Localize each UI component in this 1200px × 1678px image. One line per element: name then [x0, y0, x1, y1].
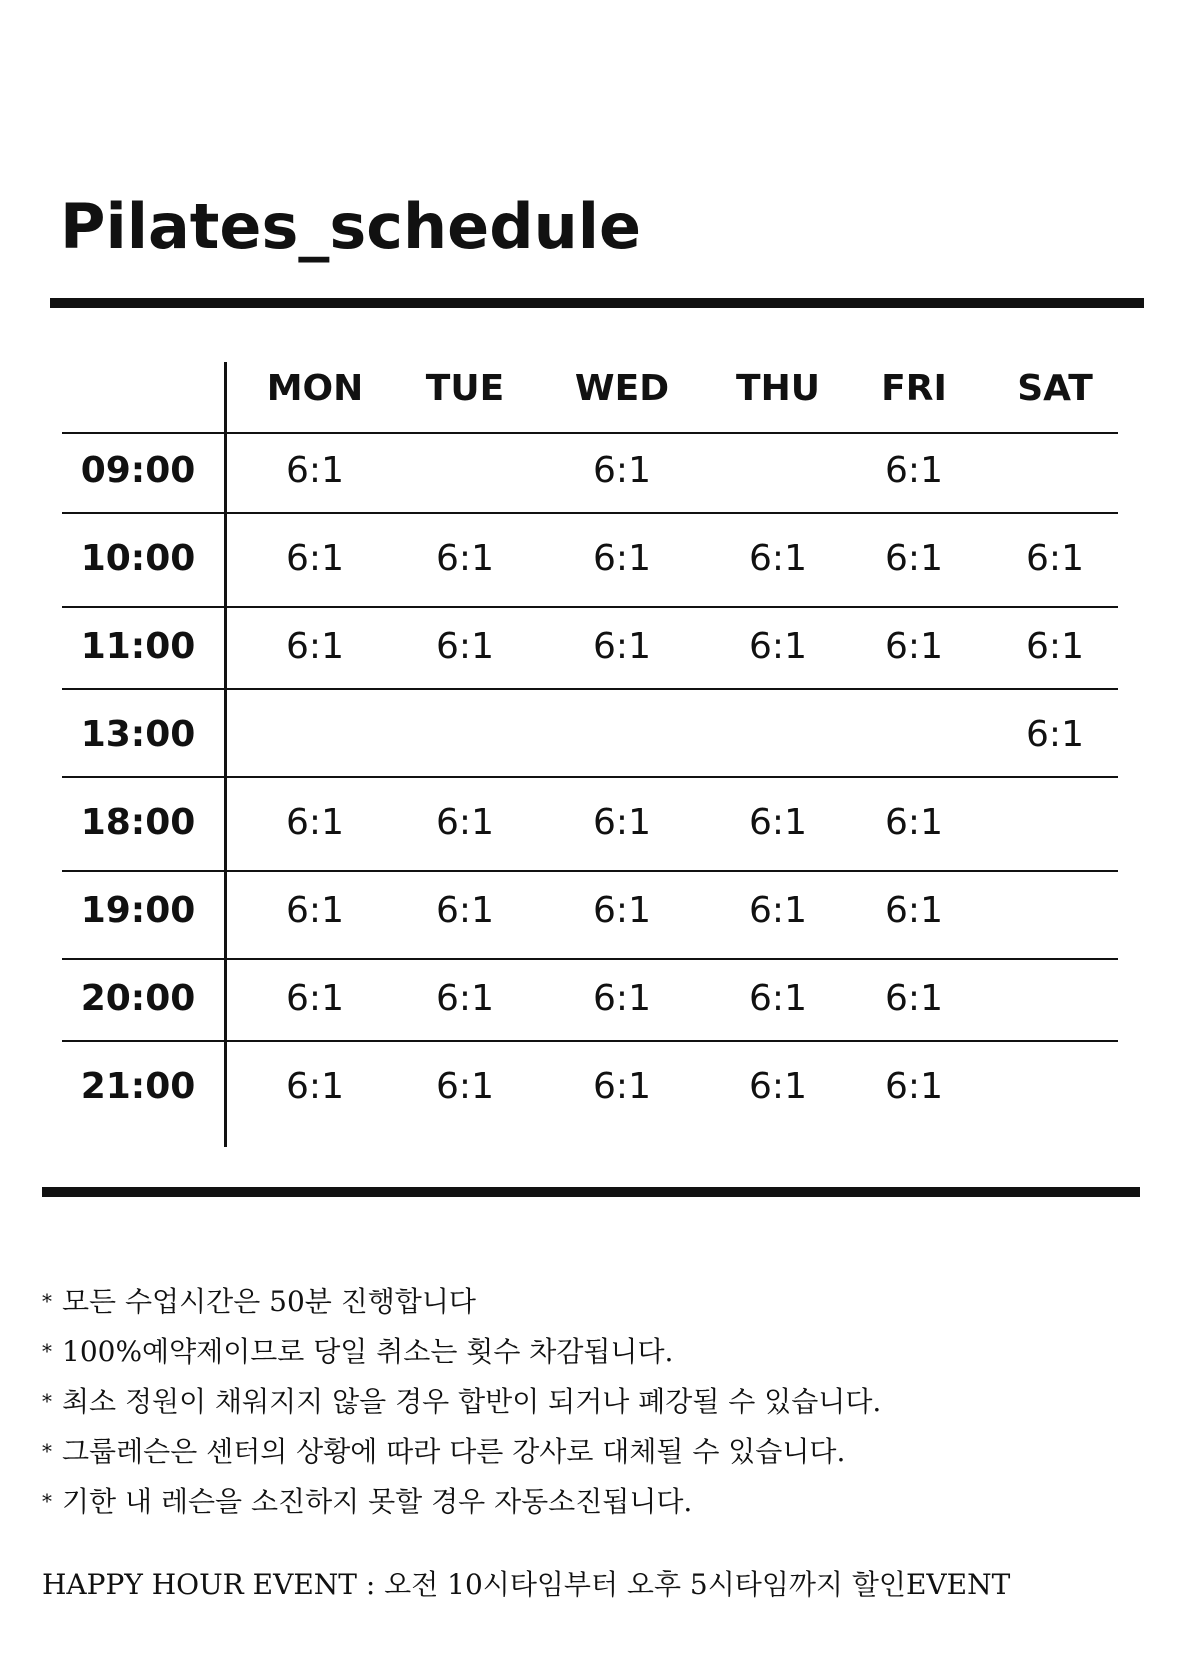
class-cell: 6:1: [286, 1066, 344, 1107]
class-cell: 6:1: [885, 802, 943, 843]
note-item: [42, 1330, 673, 1370]
class-cell: 6:1: [593, 1066, 651, 1107]
class-cell: 6:1: [749, 626, 807, 667]
row-divider: [62, 512, 1118, 514]
class-cell: 6:1: [286, 978, 344, 1019]
class-cell: 6:1: [286, 450, 344, 491]
row-divider: [62, 1040, 1118, 1042]
class-cell: 6:1: [436, 978, 494, 1019]
top-divider: [50, 298, 1144, 308]
note-text: 100%예약제이므로 당일 취소는 횟수 차감됩니다.: [62, 1335, 674, 1368]
class-cell: 6:1: [749, 538, 807, 579]
day-header-tue: TUE: [425, 368, 505, 409]
class-cell: 6:1: [593, 538, 651, 579]
class-cell: 6:1: [286, 538, 344, 579]
class-cell: 6:1: [885, 1066, 943, 1107]
class-cell: 6:1: [885, 538, 943, 579]
class-cell: 6:1: [749, 1066, 807, 1107]
class-cell: 6:1: [436, 538, 494, 579]
class-cell: 6:1: [436, 626, 494, 667]
class-cell: 6:1: [885, 450, 943, 491]
class-cell: 6:1: [436, 802, 494, 843]
page-title: Pilates_schedule: [60, 190, 642, 263]
class-cell: 6:1: [286, 802, 344, 843]
note-item: [42, 1380, 881, 1420]
time-slot-label: 09:00: [80, 450, 196, 491]
class-cell: 6:1: [593, 450, 651, 491]
time-slot-label: 19:00: [80, 890, 196, 931]
day-header-thu: THU: [736, 368, 820, 409]
row-divider: [62, 776, 1118, 778]
note-text: 기한 내 레슨을 소진하지 못할 경우 자동소진됩니다.: [62, 1485, 693, 1518]
class-cell: 6:1: [749, 802, 807, 843]
note-item: [42, 1430, 845, 1470]
asterisk-icon: *: [42, 1289, 52, 1313]
class-cell: 6:1: [286, 890, 344, 931]
note-text: 최소 정원이 채워지지 않을 경우 합반이 되거나 폐강될 수 있습니다.: [62, 1385, 882, 1418]
day-header-fri: FRI: [881, 368, 947, 409]
class-cell: 6:1: [1026, 626, 1084, 667]
class-cell: 6:1: [885, 890, 943, 931]
class-cell: 6:1: [1026, 714, 1084, 755]
class-cell: 6:1: [436, 890, 494, 931]
note-item: [42, 1280, 476, 1320]
row-divider: [62, 606, 1118, 608]
asterisk-icon: *: [42, 1389, 52, 1413]
row-divider: [62, 870, 1118, 872]
time-slot-label: 18:00: [80, 802, 196, 843]
class-cell: 6:1: [593, 626, 651, 667]
class-cell: 6:1: [593, 978, 651, 1019]
asterisk-icon: *: [42, 1489, 52, 1513]
class-cell: 6:1: [593, 802, 651, 843]
time-slot-label: 21:00: [80, 1066, 196, 1107]
time-column-divider: [224, 362, 227, 1147]
class-cell: 6:1: [1026, 538, 1084, 579]
class-cell: 6:1: [593, 890, 651, 931]
time-slot-label: 10:00: [80, 538, 196, 579]
note-item: [42, 1480, 692, 1520]
class-cell: 6:1: [749, 890, 807, 931]
day-header-wed: WED: [574, 368, 670, 409]
time-slot-label: 20:00: [80, 978, 196, 1019]
class-cell: 6:1: [749, 978, 807, 1019]
class-cell: 6:1: [436, 1066, 494, 1107]
class-cell: 6:1: [885, 978, 943, 1019]
note-text: 모든 수업시간은 50분 진행합니다: [62, 1285, 476, 1318]
time-slot-label: 11:00: [80, 626, 196, 667]
day-header-sat: SAT: [1017, 368, 1093, 409]
time-slot-label: 13:00: [80, 714, 196, 755]
day-header-mon: MON: [266, 368, 364, 409]
row-divider: [62, 688, 1118, 690]
happy-hour-event: HAPPY HOUR EVENT : 오전 10시타임부터 오후 5시타임까지 할인EVENT: [42, 1568, 1011, 1601]
header-divider: [62, 432, 1118, 434]
class-cell: 6:1: [885, 626, 943, 667]
note-text: 그룹레슨은 센터의 상황에 따라 다른 강사로 대체될 수 있습니다.: [62, 1435, 846, 1468]
asterisk-icon: *: [42, 1339, 52, 1363]
row-divider: [62, 958, 1118, 960]
class-cell: 6:1: [286, 626, 344, 667]
bottom-divider: [42, 1187, 1140, 1197]
asterisk-icon: *: [42, 1439, 52, 1463]
